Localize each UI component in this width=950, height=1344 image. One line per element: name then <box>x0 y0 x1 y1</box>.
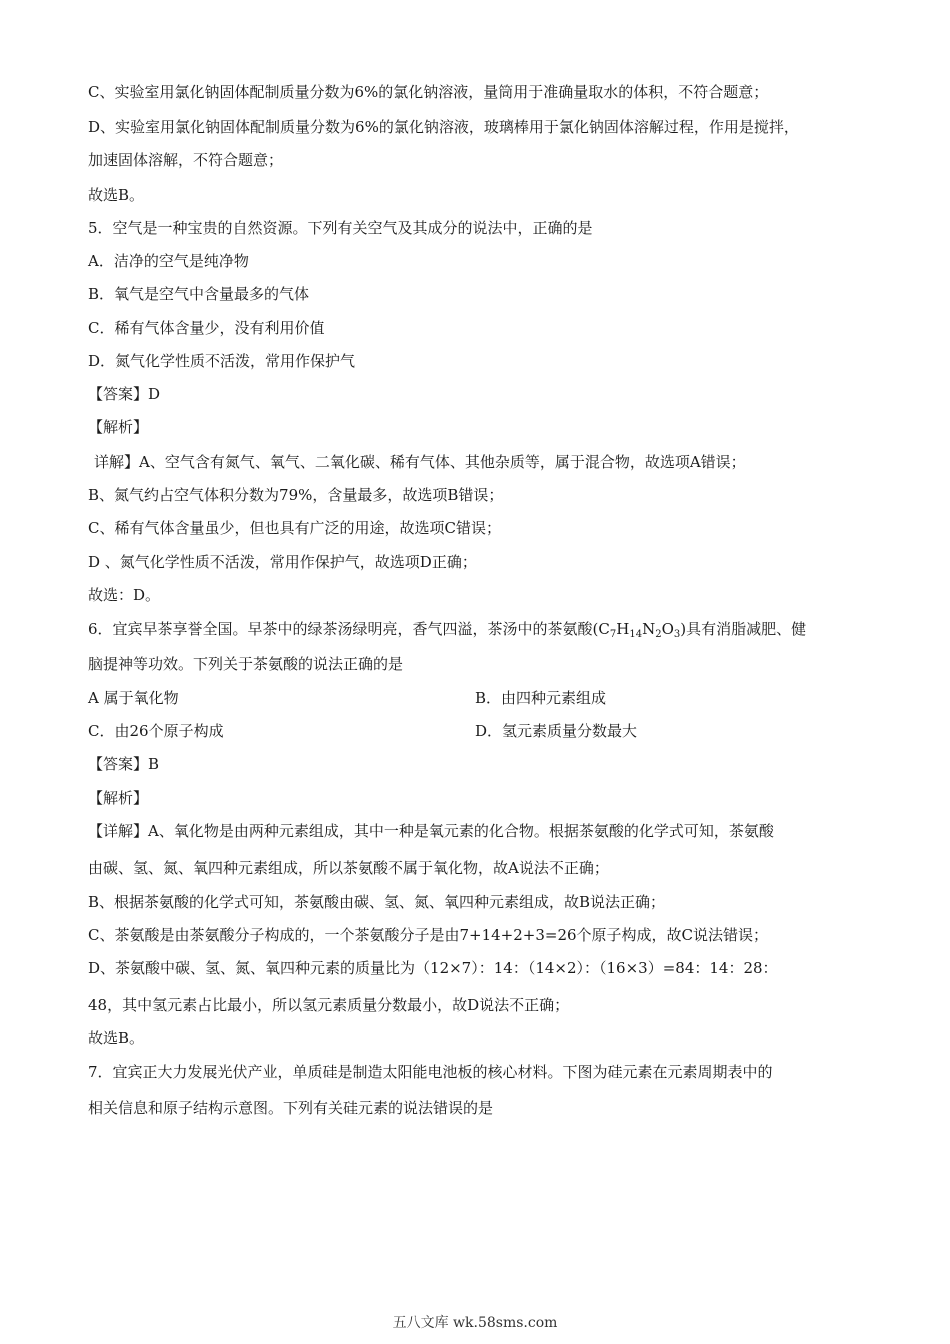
page-footer: 五八文库 wk.58sms.com <box>392 1315 558 1331</box>
text-line: 【详解】A、氧化物是由两种元素组成，其中一种是氧元素的化合物。根据茶氨酸的化学式可知，茶氨酸 <box>88 822 774 840</box>
answer-label: 【答案】D <box>88 385 161 403</box>
option-c: C．稀有气体含量少，没有利用价值 <box>88 319 325 337</box>
text-line: 相关信息和原子结构示意图。下列有关硅元素的说法错误的是 <box>88 1099 494 1117</box>
option-a: A 属于氧化物 <box>88 689 179 707</box>
option-b: B．氧气是空气中含量最多的气体 <box>88 285 310 303</box>
answer-label: 【答案】B <box>88 755 160 773</box>
text-line: 故选B。 <box>88 1029 145 1047</box>
text-line: D、茶氨酸中碳、氢、氮、氧四种元素的质量比为（12×7）：14：（14×2）：（16×3）=84：14：28： <box>88 959 778 977</box>
option-d: D．氮气化学性质不活泼，常用作保护气 <box>88 352 356 370</box>
text-line: C、实验室用氯化钠固体配制质量分数为6%的氯化钠溶液，量筒用于准确量取水的体积，不符合题意； <box>88 83 769 101</box>
text-line: C、茶氨酸是由茶氨酸分子构成的，一个茶氨酸分子是由7+14+2+3=26个原子构成，故C说法错误； <box>88 926 769 944</box>
text-line: 由碳、氢、氮、氧四种元素组成，所以茶氨酸不属于氧化物，故A说法不正确； <box>88 859 609 877</box>
text-line: B、根据茶氨酸的化学式可知，茶氨酸由碳、氢、氮、氧四种元素组成，故B说法正确； <box>88 893 666 911</box>
text-line: C、稀有气体含量虽少，但也具有广泛的用途，故选项C错误； <box>88 519 501 537</box>
analysis-label: 【解析】 <box>88 789 149 807</box>
analysis-label: 【解析】 <box>88 418 149 436</box>
text-line: 加速固体溶解，不符合题意； <box>88 151 284 169</box>
text-line: B、氮气约占空气体积分数为79%，含量最多，故选项B错误； <box>88 486 504 504</box>
option-b: B．由四种元素组成 <box>475 689 607 707</box>
question-5-stem: 5．空气是一种宝贵的自然资源。下列有关空气及其成分的说法中，正确的是 <box>88 219 593 237</box>
text-line: 故选：D。 <box>88 586 161 604</box>
text-line: 脑提神等功效。下列关于茶氨酸的说法正确的是 <box>88 655 404 673</box>
text-line: D 、氮气化学性质不活泼，常用作保护气，故选项D正确； <box>88 553 477 571</box>
text-line: 故选B。 <box>88 186 145 204</box>
text-line: 48，其中氢元素占比最小，所以氢元素质量分数最小，故D说法不正确； <box>88 996 570 1014</box>
question-7-stem: 7．宜宾正大力发展光伏产业，单质硅是制造太阳能电池板的核心材料。下图为硅元素在元素周期表中的 <box>88 1063 773 1081</box>
text-line: D、实验室用氯化钠固体配制质量分数为6%的氯化钠溶液，玻璃棒用于氯化钠固体溶解过程，作用是搅拌， <box>88 118 799 136</box>
option-c: C．由26个原子构成 <box>88 722 224 740</box>
question-6-stem: 6．宜宾早茶享誉全国。早茶中的绿茶汤绿明亮，香气四溢，茶汤中的茶氨酸$(C_7H_{14}N_2O_3)$具有消脂减肥、健 <box>88 620 807 640</box>
text-line: 详解】A、空气含有氮气、氧气、二氧化碳、稀有气体、其他杂质等，属于混合物，故选项A错误； <box>94 453 746 471</box>
option-d: D．氢元素质量分数最大 <box>475 722 638 740</box>
option-a: A．洁净的空气是纯净物 <box>88 252 249 270</box>
